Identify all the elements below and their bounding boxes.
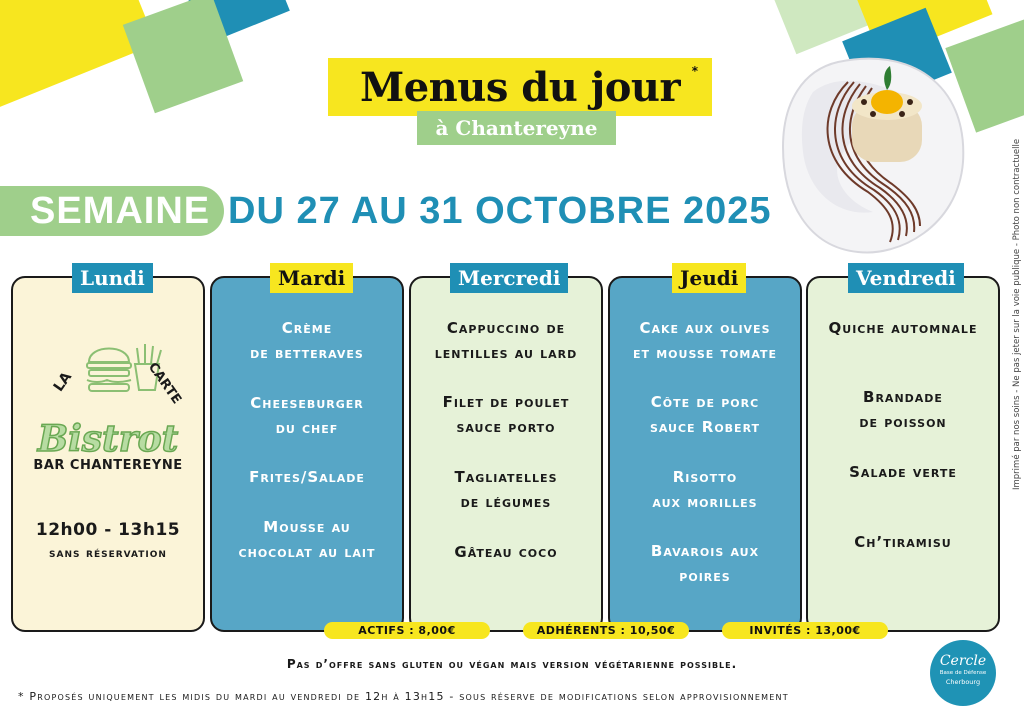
dish-jeudi-2: Côte de porc sauce Robert (649, 393, 761, 436)
dish-mercredi-3: Tagliatelles de légumes (454, 468, 558, 511)
dish-mercredi-1: Cappuccino de lentilles au lard (434, 319, 578, 362)
dish-vendredi-4: Ch’tiramisu (854, 533, 952, 551)
bistrot-place: BAR CHANTEREYNE (33, 458, 183, 473)
week-label: SEMAINE (30, 190, 211, 232)
bistrot-name: Bistrot (37, 418, 179, 460)
dish-mardi-1: Crème de betteraves (250, 319, 364, 362)
dish-mardi-3: Frites/Salade (249, 468, 365, 486)
day-tab-lundi: Lundi (72, 263, 153, 293)
burger-icon (87, 349, 131, 392)
price-adherents: ADHÉRENTS : 10,50€ (523, 622, 689, 639)
day-tab-mercredi: Mercredi (450, 263, 568, 293)
dish-jeudi-3: Risotto aux morilles (652, 468, 758, 511)
cercle-logo-line2: Cherbourg (945, 678, 981, 686)
subtitle-banner (417, 111, 616, 145)
dish-mercredi-4: Gâteau coco (454, 543, 558, 561)
title-banner (328, 58, 712, 116)
day-column-mardi (210, 276, 404, 632)
page-subtitle: à Chantereyne (435, 116, 598, 140)
bistrot-arc-right: CARTE (144, 360, 184, 407)
cercle-logo (930, 640, 996, 706)
bistrot-arc-left: LA (50, 369, 76, 395)
dessert-photo (778, 52, 968, 264)
day-tab-jeudi: Jeudi (672, 263, 746, 293)
bistrot-hours: 12h00 - 13h15 (35, 520, 181, 540)
day-column-mercredi (409, 276, 603, 632)
side-disclaimer: Imprimé par nos soins - Ne pas jeter sur la voie publique - Photo non contractuelle (1012, 138, 1022, 490)
dish-vendredi-2: Brandade de poisson (859, 388, 947, 431)
day-column-jeudi (608, 276, 802, 632)
bistrot-reservation: sans réservation (49, 546, 167, 561)
footnote: * Proposés uniquement les midis du mardi au vendredi de 12h à 13h15 - sous réserve de modifications selon approvisionnement (18, 690, 789, 703)
week-dates: DU 27 AU 31 OCTOBRE 2025 (228, 190, 772, 232)
cercle-logo-name: Cercle (939, 653, 987, 669)
dish-vendredi-1: Quiche automnale (828, 319, 978, 337)
dietary-note: Pas d’offre sans gluten ou végan mais version végétarienne possible. (286, 657, 738, 671)
day-tab-mardi: Mardi (270, 263, 353, 293)
dish-mercredi-2: Filet de poulet sauce porto (442, 393, 570, 436)
dish-vendredi-3: Salade verte (849, 463, 957, 481)
cercle-logo-line1: Base de Défense (939, 670, 987, 676)
price-invites: INVITÉS : 13,00€ (722, 622, 888, 639)
dish-jeudi-4: Bavarois aux poires (650, 542, 760, 585)
dish-mardi-4: Mousse au chocolat au lait (238, 518, 376, 561)
day-column-lundi (11, 276, 205, 632)
title-asterisk: * (691, 64, 698, 78)
price-actifs: ACTIFS : 8,00€ (324, 622, 490, 639)
dish-mardi-2: Cheeseburger du chef (250, 394, 364, 437)
page-title: Menus du jour (359, 63, 681, 111)
dish-jeudi-1: Cake aux olives et mousse tomate (632, 319, 778, 362)
day-tab-vendredi: Vendredi (848, 263, 964, 293)
day-column-vendredi (806, 276, 1000, 632)
